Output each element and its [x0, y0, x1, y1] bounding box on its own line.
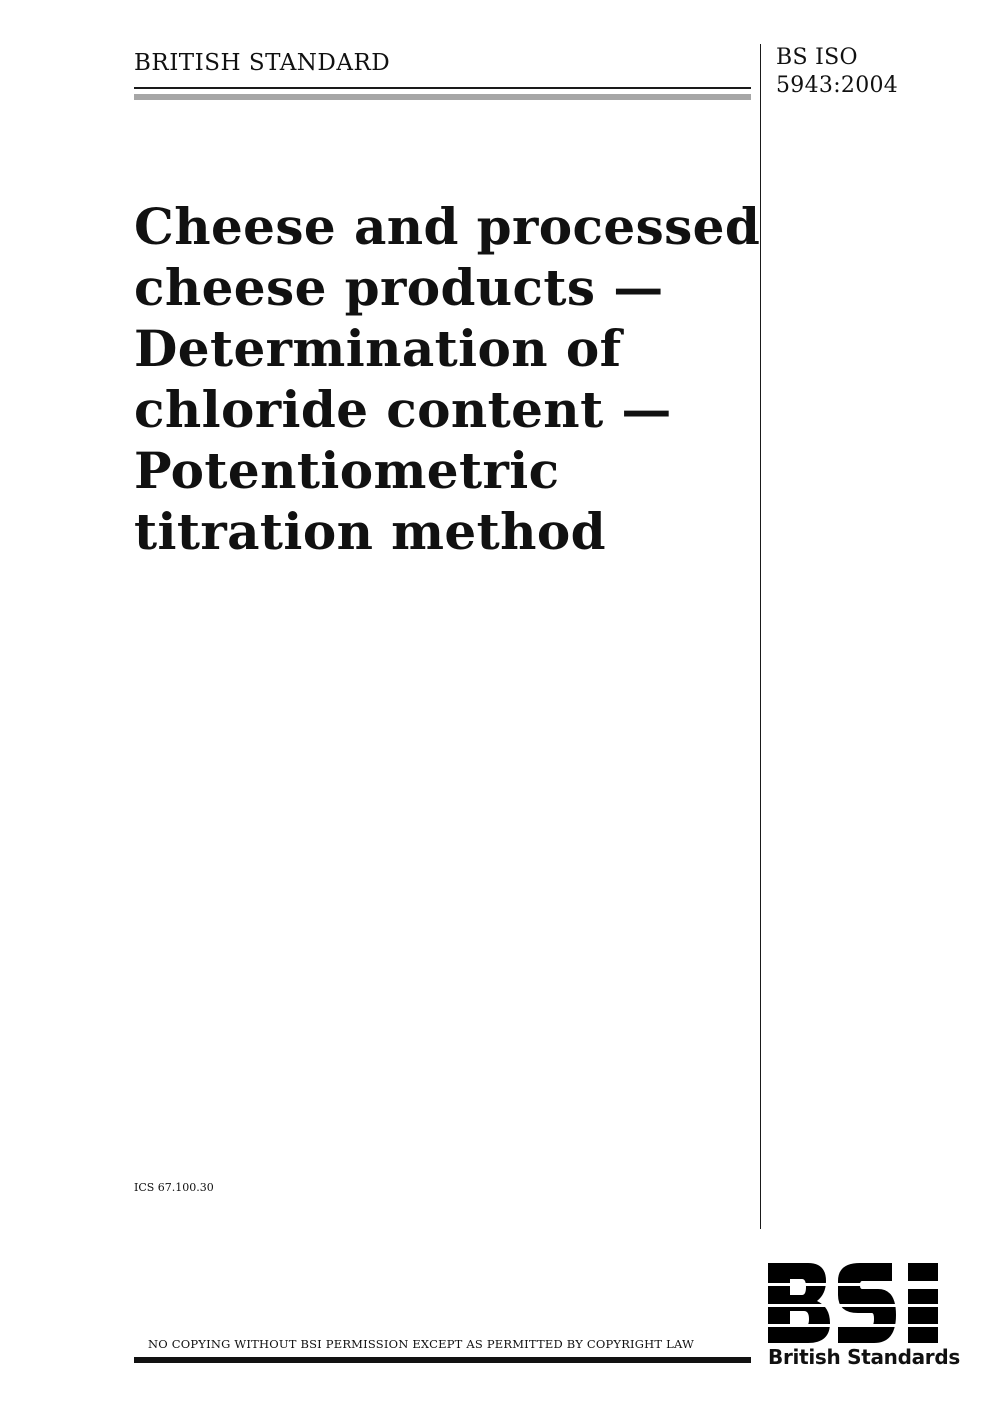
title-line: Potentiometric: [134, 441, 560, 500]
document-title: [134, 196, 761, 562]
title-line: Determination of: [134, 319, 622, 378]
standard-number-prefix: BS ISO: [776, 45, 858, 70]
copyright-notice: NO COPYING WITHOUT BSI PERMISSION EXCEPT AS PERMITTED BY COPYRIGHT LAW: [148, 1337, 695, 1351]
header-divider-thick: [134, 94, 751, 100]
document-type-label: BRITISH STANDARD: [134, 50, 391, 76]
bsi-logo: [768, 1261, 960, 1369]
title-line: titration method: [134, 502, 607, 561]
standard-number-code: 5943:2004: [776, 73, 899, 98]
title-line: cheese products —: [134, 258, 664, 317]
ics-code: ICS 67.100.30: [134, 1181, 214, 1194]
column-divider: [760, 44, 761, 1229]
bsi-logo-mark-icon: [768, 1261, 946, 1345]
bsi-wordmark: British Standards: [768, 1345, 960, 1369]
title-line: Cheese and processed: [134, 197, 761, 256]
standard-number: [776, 44, 898, 100]
title-line: chloride content —: [134, 380, 672, 439]
footer-divider: [134, 1357, 751, 1363]
header-divider-thin: [134, 87, 751, 89]
